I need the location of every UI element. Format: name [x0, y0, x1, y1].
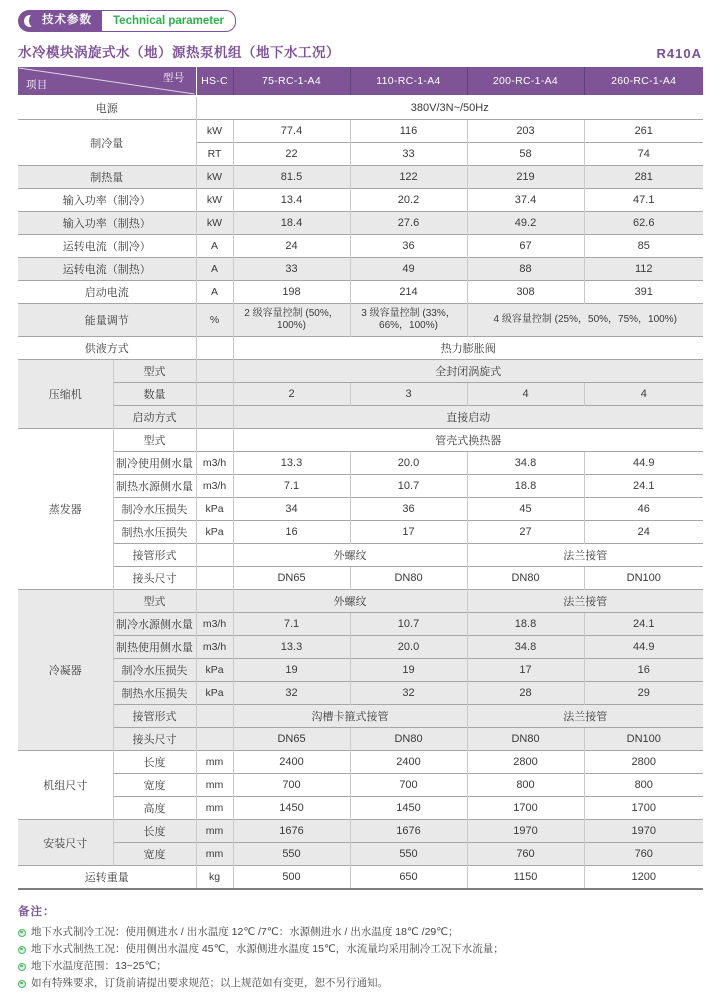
- table-row: [18, 429, 703, 452]
- row-label: 输入功率（制冷）: [18, 189, 196, 212]
- row-label: 接头尺寸: [113, 567, 196, 590]
- value-cell: 1450: [233, 797, 350, 820]
- row-label: 启动电流: [18, 281, 196, 304]
- value-cell: 20.0: [350, 636, 467, 659]
- value-cell: 13.4: [233, 189, 350, 212]
- unit-cell: m3/h: [196, 636, 233, 659]
- unit-cell: m3/h: [196, 475, 233, 498]
- value-cell: 1200: [584, 866, 703, 890]
- value-cell: DN80: [467, 567, 584, 590]
- spec-table: [18, 67, 703, 890]
- value-cell: 20.2: [350, 189, 467, 212]
- value-cell: 10.7: [350, 475, 467, 498]
- value-cell: 800: [584, 774, 703, 797]
- value-cell: DN100: [584, 728, 703, 751]
- value-cell: 308: [467, 281, 584, 304]
- row-label: 制热水压损失: [113, 682, 196, 705]
- value-cell: 法兰接管: [467, 590, 703, 613]
- row-label: 输入功率（制热）: [18, 212, 196, 235]
- unit-cell: [196, 728, 233, 751]
- value-cell: 44.9: [584, 636, 703, 659]
- row-label: 运转电流（制热）: [18, 258, 196, 281]
- refrigerant-label: R410A: [656, 46, 702, 61]
- value-cell: 650: [350, 866, 467, 890]
- table-row: [18, 166, 703, 189]
- value-cell: 380V/3N~/50Hz: [196, 96, 703, 120]
- value-cell: 122: [350, 166, 467, 189]
- table-row: [18, 866, 703, 890]
- value-cell: 沟槽卡箍式接管: [233, 705, 467, 728]
- header-col-series: HS-C: [196, 67, 233, 96]
- note-bullet-icon: [18, 963, 26, 971]
- unit-cell: mm: [196, 774, 233, 797]
- unit-cell: %: [196, 304, 233, 337]
- row-label: 型式: [113, 360, 196, 383]
- value-cell: 29: [584, 682, 703, 705]
- value-cell: 22: [233, 143, 350, 166]
- table-row: [18, 235, 703, 258]
- value-cell: 管壳式换热器: [233, 429, 703, 452]
- table-row: [18, 120, 703, 143]
- value-cell: 49: [350, 258, 467, 281]
- note-item: [18, 941, 702, 958]
- table-row: [18, 636, 703, 659]
- value-cell: 4: [584, 383, 703, 406]
- table-row: [18, 281, 703, 304]
- value-cell: 外螺纹: [233, 544, 467, 567]
- value-cell: 27.6: [350, 212, 467, 235]
- note-text: 地下水温度范围：13~25℃；: [31, 960, 167, 972]
- value-cell: 2800: [584, 751, 703, 774]
- value-cell: 24: [233, 235, 350, 258]
- value-cell: DN80: [350, 728, 467, 751]
- group-cell: 蒸发器: [18, 429, 113, 590]
- value-cell: 67: [467, 235, 584, 258]
- unit-cell: kW: [196, 212, 233, 235]
- table-row: [18, 659, 703, 682]
- row-label: 接管形式: [113, 544, 196, 567]
- value-cell: 34.8: [467, 636, 584, 659]
- table-row: [18, 406, 703, 429]
- value-cell: 法兰接管: [467, 544, 703, 567]
- table-row: [18, 304, 703, 337]
- value-cell: 16: [584, 659, 703, 682]
- value-cell: 36: [350, 498, 467, 521]
- value-cell: 760: [467, 843, 584, 866]
- header-item-label: 项目: [26, 79, 48, 91]
- value-cell: 49.2: [467, 212, 584, 235]
- value-cell: 261: [584, 120, 703, 143]
- row-label: 制冷量: [18, 120, 196, 166]
- value-cell: 203: [467, 120, 584, 143]
- table-row: [18, 189, 703, 212]
- unit-cell: [196, 429, 233, 452]
- header-model-label: 型号: [162, 72, 185, 84]
- table-row: [18, 590, 703, 613]
- table-row: [18, 360, 703, 383]
- value-cell: 88: [467, 258, 584, 281]
- value-cell: 34.8: [467, 452, 584, 475]
- value-cell: 2800: [467, 751, 584, 774]
- row-label: 运转重量: [18, 866, 196, 890]
- note-bullet-icon: [18, 946, 26, 954]
- value-cell: 20.0: [350, 452, 467, 475]
- unit-cell: kPa: [196, 659, 233, 682]
- value-cell: 46: [584, 498, 703, 521]
- unit-cell: mm: [196, 843, 233, 866]
- row-label: 制冷水压损失: [113, 659, 196, 682]
- value-cell: 85: [584, 235, 703, 258]
- unit-cell: [196, 337, 233, 360]
- unit-cell: [196, 590, 233, 613]
- row-label: 接头尺寸: [113, 728, 196, 751]
- value-cell: 198: [233, 281, 350, 304]
- value-cell: 32: [233, 682, 350, 705]
- row-label: 数量: [113, 383, 196, 406]
- row-label: 制热水压损失: [113, 521, 196, 544]
- value-cell: 1150: [467, 866, 584, 890]
- unit-cell: kg: [196, 866, 233, 890]
- row-label: 制热使用侧水量: [113, 636, 196, 659]
- value-cell: 391: [584, 281, 703, 304]
- row-label: 启动方式: [113, 406, 196, 429]
- value-cell: 1970: [467, 820, 584, 843]
- table-row: [18, 797, 703, 820]
- value-cell: 500: [233, 866, 350, 890]
- value-cell: 直接启动: [233, 406, 703, 429]
- note-bullet-icon: [18, 980, 26, 988]
- unit-cell: mm: [196, 797, 233, 820]
- value-cell: 36: [350, 235, 467, 258]
- table-row: [18, 96, 703, 120]
- value-cell: 32: [350, 682, 467, 705]
- unit-cell: [196, 544, 233, 567]
- value-cell: 27: [467, 521, 584, 544]
- value-cell: 19: [350, 659, 467, 682]
- table-row: [18, 212, 703, 235]
- table-row: [18, 613, 703, 636]
- catalog-page: [0, 10, 720, 989]
- row-label: 宽度: [113, 774, 196, 797]
- table-row: [18, 452, 703, 475]
- note-bullet-icon: [18, 929, 26, 937]
- value-cell: 550: [233, 843, 350, 866]
- value-cell: 17: [350, 521, 467, 544]
- value-cell: 33: [233, 258, 350, 281]
- value-cell: 7.1: [233, 613, 350, 636]
- row-label: 制冷使用侧水量: [113, 452, 196, 475]
- notes-section: [18, 903, 702, 992]
- value-cell: 58: [467, 143, 584, 166]
- unit-cell: A: [196, 235, 233, 258]
- value-cell: 13.3: [233, 636, 350, 659]
- notes-list: [18, 924, 702, 992]
- unit-cell: RT: [196, 143, 233, 166]
- row-label: 制热量: [18, 166, 196, 189]
- value-cell: 18.8: [467, 613, 584, 636]
- row-label: 长度: [113, 751, 196, 774]
- value-cell: 214: [350, 281, 467, 304]
- unit-cell: [196, 383, 233, 406]
- value-cell: 7.1: [233, 475, 350, 498]
- value-cell: 1450: [350, 797, 467, 820]
- value-cell: 法兰接管: [467, 705, 703, 728]
- unit-cell: m3/h: [196, 613, 233, 636]
- header-col-model-110: 110-RC-1-A4: [350, 67, 467, 96]
- value-cell: 17: [467, 659, 584, 682]
- value-cell: 700: [233, 774, 350, 797]
- table-row: [18, 337, 703, 360]
- value-cell: 19: [233, 659, 350, 682]
- value-cell: 4 级容量控制 (25%，50%，75%，100%): [467, 304, 703, 337]
- value-cell: 2: [233, 383, 350, 406]
- table-header-row: [18, 67, 703, 96]
- value-cell: 45: [467, 498, 584, 521]
- note-item: [18, 924, 702, 941]
- header-col-model-260: 260-RC-1-A4: [584, 67, 703, 96]
- table-row: [18, 843, 703, 866]
- value-cell: 74: [584, 143, 703, 166]
- value-cell: 16: [233, 521, 350, 544]
- row-label: 供液方式: [18, 337, 196, 360]
- table-row: [18, 498, 703, 521]
- row-label: 能量调节: [18, 304, 196, 337]
- note-text: 如有特殊要求，订货前请提出要求规范；以上规范如有变更，恕不另行通知。: [31, 977, 388, 989]
- row-label: 电源: [18, 96, 196, 120]
- unit-cell: mm: [196, 820, 233, 843]
- table-row: [18, 705, 703, 728]
- value-cell: 3 级容量控制 (33%，66%，100%): [350, 304, 467, 337]
- badge-label-en: Technical parameter: [102, 10, 236, 32]
- title-row: [18, 41, 702, 61]
- value-cell: 219: [467, 166, 584, 189]
- group-cell: 压缩机: [18, 360, 113, 429]
- unit-cell: [196, 360, 233, 383]
- header-col-model-200: 200-RC-1-A4: [467, 67, 584, 96]
- row-label: 高度: [113, 797, 196, 820]
- unit-cell: A: [196, 281, 233, 304]
- value-cell: 44.9: [584, 452, 703, 475]
- value-cell: 24.1: [584, 475, 703, 498]
- table-row: [18, 774, 703, 797]
- value-cell: 4: [467, 383, 584, 406]
- unit-cell: A: [196, 258, 233, 281]
- table-row: [18, 728, 703, 751]
- unit-cell: kW: [196, 189, 233, 212]
- unit-cell: mm: [196, 751, 233, 774]
- unit-cell: [196, 406, 233, 429]
- row-label: 制冷水源侧水量: [113, 613, 196, 636]
- value-cell: 1970: [584, 820, 703, 843]
- table-row: [18, 820, 703, 843]
- unit-cell: kPa: [196, 498, 233, 521]
- unit-cell: [196, 705, 233, 728]
- row-label: 制热水源侧水量: [113, 475, 196, 498]
- unit-cell: kPa: [196, 521, 233, 544]
- unit-cell: kW: [196, 120, 233, 143]
- value-cell: 13.3: [233, 452, 350, 475]
- unit-cell: kPa: [196, 682, 233, 705]
- table-row: [18, 521, 703, 544]
- value-cell: 34: [233, 498, 350, 521]
- section-badge: [18, 10, 236, 32]
- value-cell: 24.1: [584, 613, 703, 636]
- table-row: [18, 258, 703, 281]
- note-item: [18, 958, 702, 975]
- value-cell: 550: [350, 843, 467, 866]
- value-cell: 3: [350, 383, 467, 406]
- value-cell: 81.5: [233, 166, 350, 189]
- group-cell: 机组尺寸: [18, 751, 113, 820]
- value-cell: 2400: [233, 751, 350, 774]
- value-cell: 2 级容量控制 (50%，100%): [233, 304, 350, 337]
- header-item-model-cell: [18, 67, 196, 96]
- value-cell: DN65: [233, 567, 350, 590]
- value-cell: 800: [467, 774, 584, 797]
- value-cell: 10.7: [350, 613, 467, 636]
- value-cell: 116: [350, 120, 467, 143]
- value-cell: 24: [584, 521, 703, 544]
- value-cell: 全封闭涡旋式: [233, 360, 703, 383]
- note-text: 地下水式制热工况：使用侧出水温度 45℃，水源侧进水温度 15℃，水流量均采用制冷工况下水流量；: [31, 943, 504, 955]
- row-label: 型式: [113, 590, 196, 613]
- notes-title: 备注：: [18, 906, 56, 918]
- value-cell: DN100: [584, 567, 703, 590]
- value-cell: 37.4: [467, 189, 584, 212]
- value-cell: 62.6: [584, 212, 703, 235]
- note-item: [18, 975, 702, 992]
- table-row: [18, 383, 703, 406]
- row-label: 型式: [113, 429, 196, 452]
- value-cell: 760: [584, 843, 703, 866]
- row-label: 制冷水压损失: [113, 498, 196, 521]
- group-cell: 冷凝器: [18, 590, 113, 751]
- row-label: 接管形式: [113, 705, 196, 728]
- note-text: 地下水式制冷工况：使用侧进水 / 出水温度 12℃ /7℃：水源侧进水 / 出水温度 18℃ /29℃；: [31, 926, 459, 938]
- value-cell: 外螺纹: [233, 590, 467, 613]
- group-cell: 安装尺寸: [18, 820, 113, 866]
- page-title: 水冷模块涡旋式水（地）源热泵机组（地下水工况）: [18, 45, 340, 60]
- value-cell: 2400: [350, 751, 467, 774]
- value-cell: 18.8: [467, 475, 584, 498]
- value-cell: DN65: [233, 728, 350, 751]
- value-cell: 1676: [350, 820, 467, 843]
- table-row: [18, 475, 703, 498]
- value-cell: 700: [350, 774, 467, 797]
- value-cell: 77.4: [233, 120, 350, 143]
- value-cell: 33: [350, 143, 467, 166]
- unit-cell: [196, 567, 233, 590]
- header-col-model-75: 75-RC-1-A4: [233, 67, 350, 96]
- badge-label-zh: 技术参数: [18, 10, 102, 32]
- unit-cell: kW: [196, 166, 233, 189]
- value-cell: 热力膨胀阀: [233, 337, 703, 360]
- unit-cell: m3/h: [196, 452, 233, 475]
- value-cell: 112: [584, 258, 703, 281]
- row-label: 长度: [113, 820, 196, 843]
- value-cell: 28: [467, 682, 584, 705]
- value-cell: DN80: [467, 728, 584, 751]
- table-row: [18, 751, 703, 774]
- value-cell: 18.4: [233, 212, 350, 235]
- row-label: 宽度: [113, 843, 196, 866]
- value-cell: 1700: [584, 797, 703, 820]
- table-row: [18, 567, 703, 590]
- table-row: [18, 544, 703, 567]
- value-cell: 1676: [233, 820, 350, 843]
- value-cell: 1700: [467, 797, 584, 820]
- value-cell: DN80: [350, 567, 467, 590]
- value-cell: 47.1: [584, 189, 703, 212]
- row-label: 运转电流（制冷）: [18, 235, 196, 258]
- section-header: [18, 10, 720, 32]
- value-cell: 281: [584, 166, 703, 189]
- table-row: [18, 682, 703, 705]
